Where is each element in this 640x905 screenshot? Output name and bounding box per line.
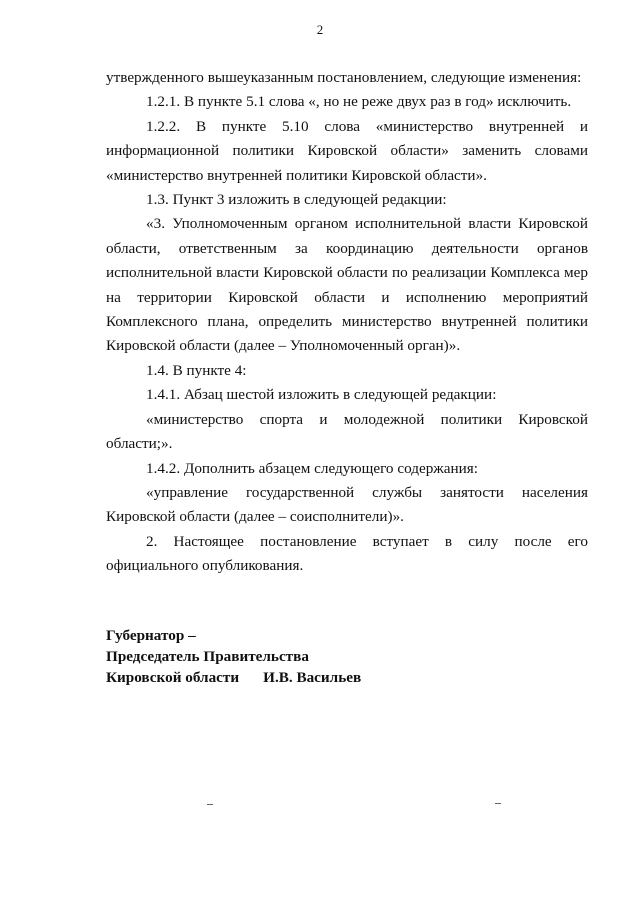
paragraph-quote-3: «3. Уполномоченным органом исполнительной власти Кировской области, ответственным за координацию деятельности органов исполнительной власти Кировской области по реализации Комплекса мер на территории Кировской области и исполнению мероприятий Комплексного плана, определить министерство внутренней политики Кировской области (далее – Уполномоченный орган)». [106, 215, 588, 355]
paragraph-quote-employment: «управление государственной службы занятости населения Кировской области (далее – соисполнители)». [106, 483, 588, 526]
signature-region: Кировской области [106, 669, 240, 686]
paragraph-1-2-2: 1.2.2. В пункте 5.10 слова «министерство внутренней и информационной политики Кировской области» заменить словами «министерство внутренней политики Кировской области». [106, 117, 588, 184]
signature-name: И.В. Васильев [263, 669, 362, 686]
scan-mark-left [207, 804, 213, 805]
paragraph-2-effective: 2. Настоящее постановление вступает в силу после его официального опубликования. [106, 532, 588, 575]
paragraph-continuation: утвержденного вышеуказанным постановлением, следующие изменения: [106, 69, 582, 86]
signature-title-chairman: Председатель Правительства [106, 648, 309, 665]
paragraph-1-4-1: 1.4.1. Абзац шестой изложить в следующей редакции: [146, 386, 497, 404]
paragraph-1-2-1: 1.2.1. В пункте 5.1 слова «, но не реже двух раз в год» исключить. [146, 93, 572, 111]
paragraph-1-4: 1.4. В пункте 4: [146, 361, 247, 379]
document-body [106, 66, 588, 579]
signature-region-line [106, 667, 361, 688]
signature-title-governor: Губернатор – [106, 627, 196, 644]
scan-mark-right [495, 803, 501, 804]
paragraph-quote-ministry: «министерство спорта и молодежной политики Кировской области;». [106, 410, 588, 453]
signature-block [106, 625, 361, 688]
paragraph-1-3: 1.3. Пункт 3 изложить в следующей редакции: [146, 191, 447, 209]
paragraph-1-4-2: 1.4.2. Дополнить абзацем следующего содержания: [146, 459, 478, 477]
page-number: 2 [316, 22, 324, 37]
